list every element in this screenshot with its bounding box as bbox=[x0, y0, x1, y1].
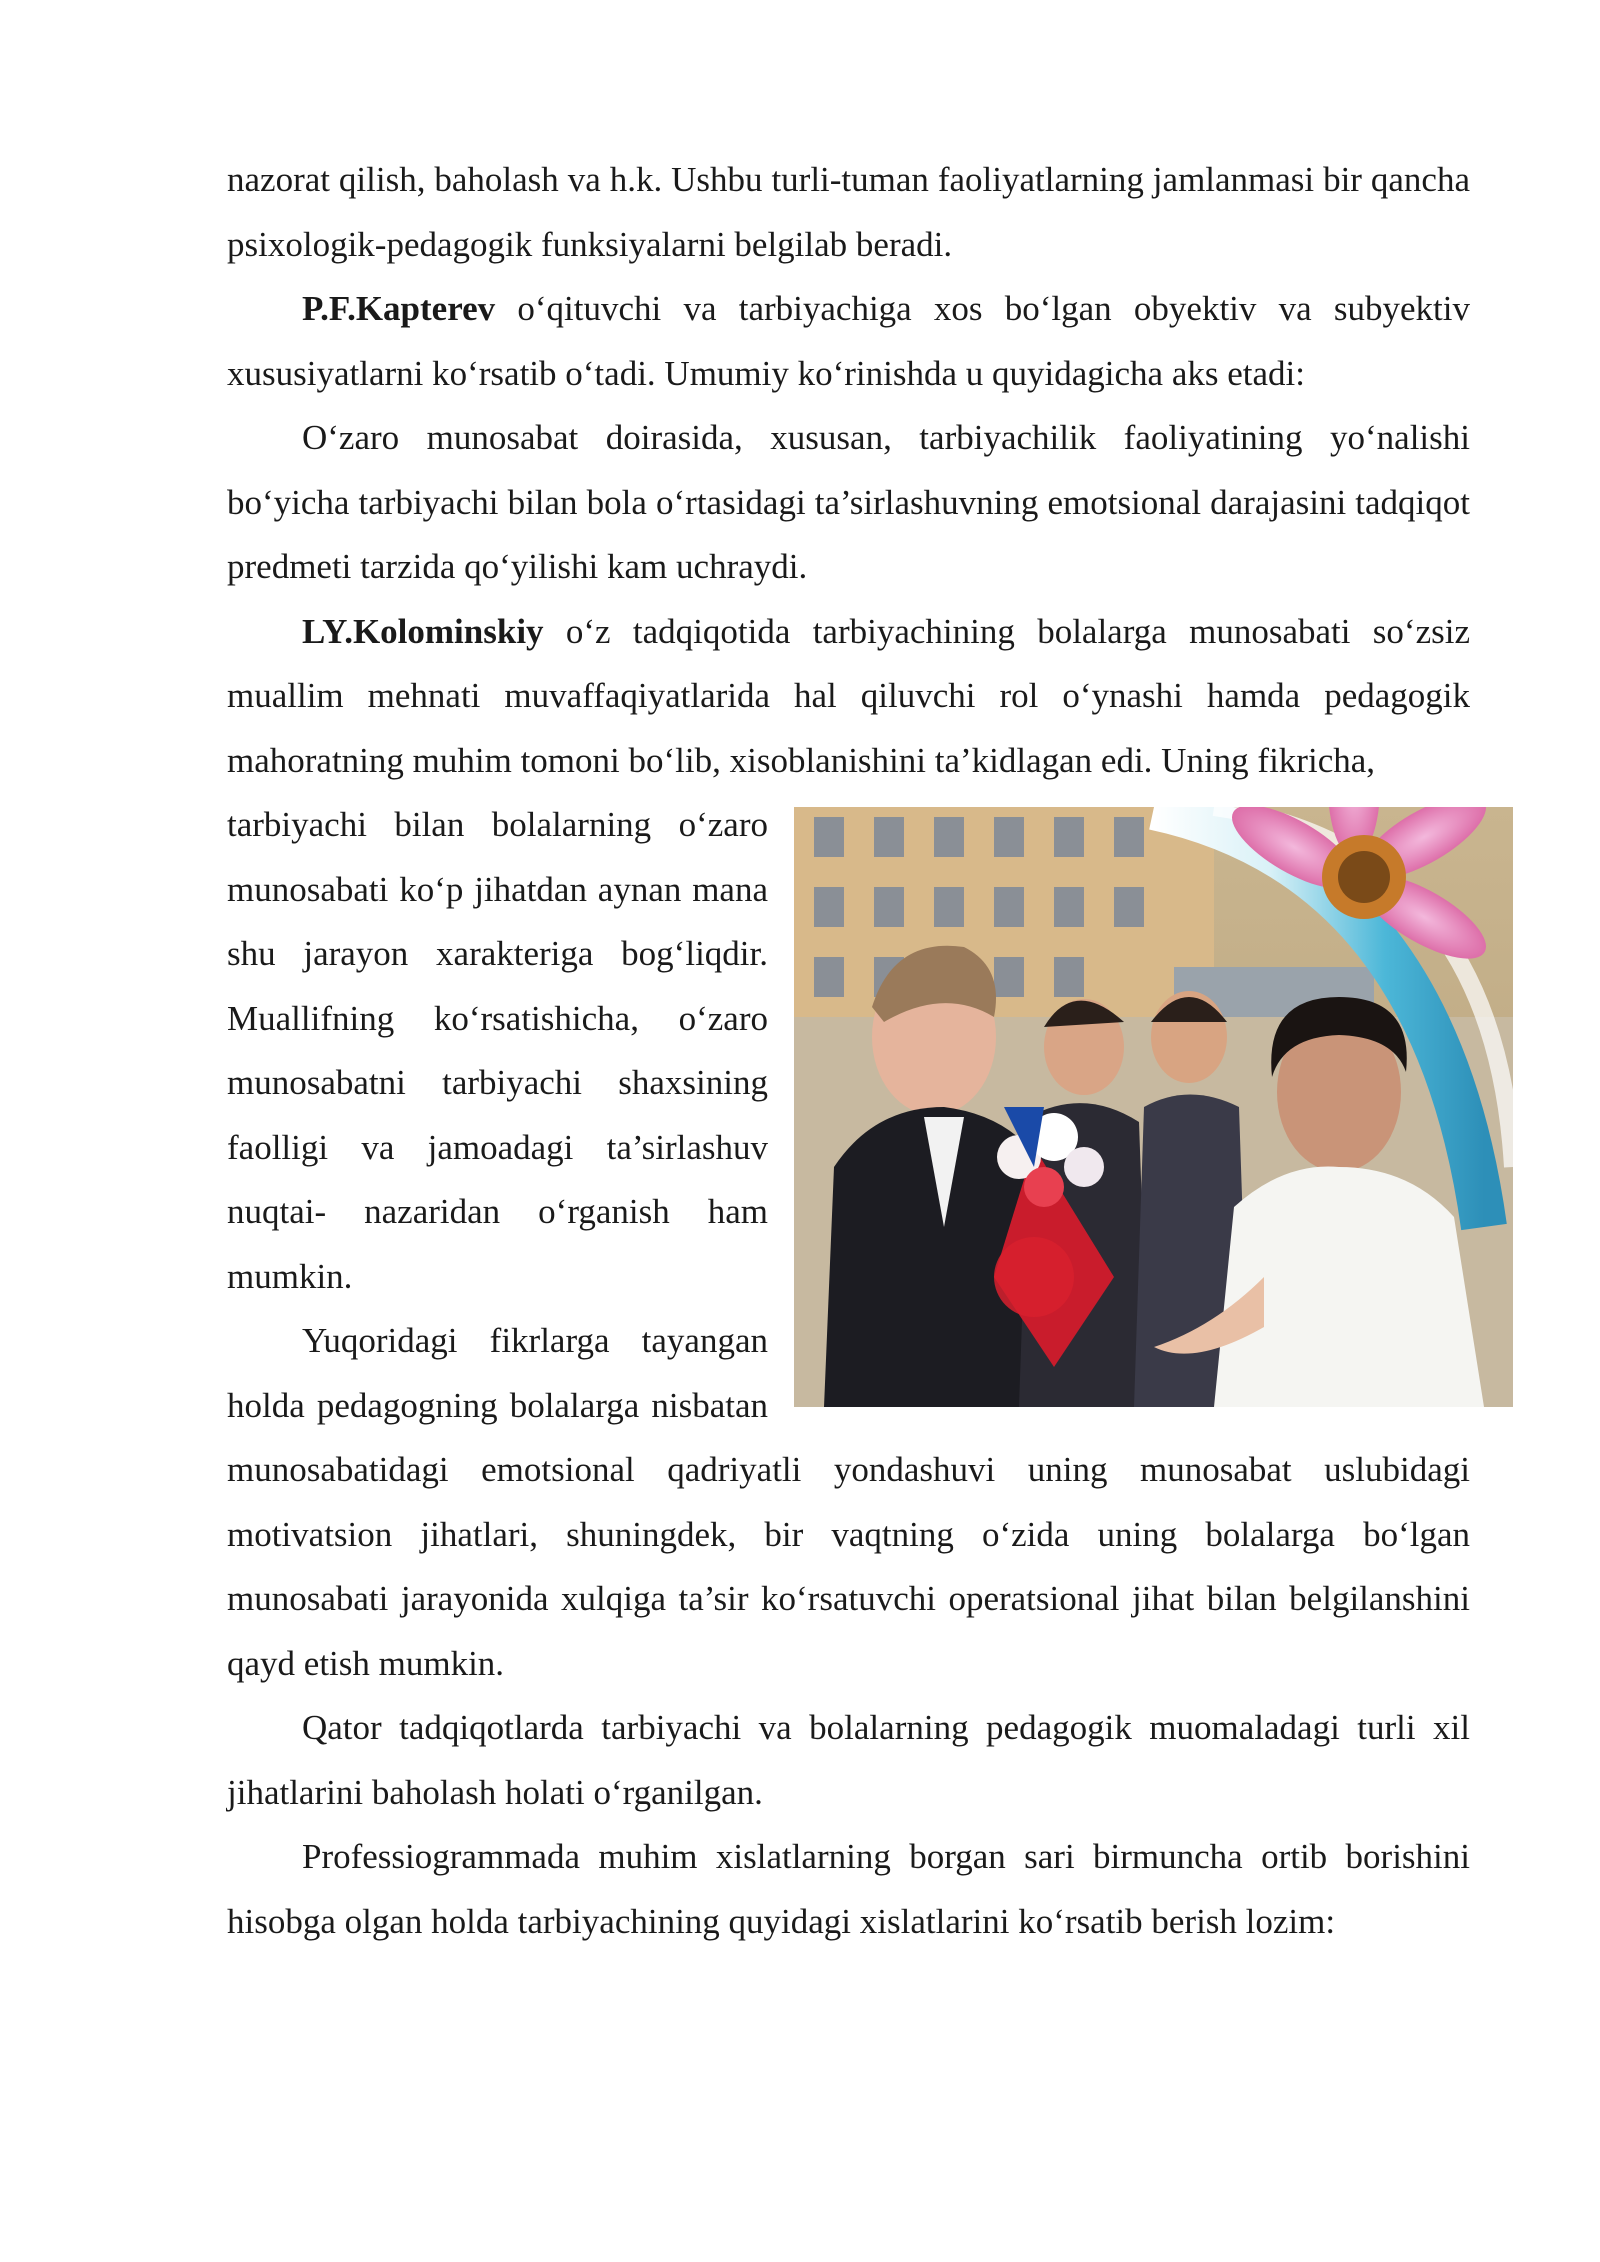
author-name-kapterev: P.F.Kapterev bbox=[302, 289, 496, 328]
paragraph-kolominskiy-wrap: tarbiyachi bilan bolalarning o‘zaro munosabati ko‘p jihatdan aynan mana shu jarayon xarakteriga bog‘liqdir. Muallifning ko‘rsatishicha, o‘zaro munosabatni tarbiyachi shaxsining faolligi va jamoadagi ta’sirlashuv nuqtai- nazaridan o‘rganish ham mumkin. bbox=[227, 805, 768, 1296]
page-body bbox=[227, 148, 1470, 1954]
paragraph-kolominskiy-text: o‘z tadqiqotida tarbiyachining bolalarga munosabati so‘zsiz muallim mehnati muvaffaqiyatlarida hal qiluvchi rol o‘ynashi hamda pedagogik mahoratning muhim tomoni bo‘lib, xisoblanishini ta’kidlagan edi. Uning fikricha, bbox=[227, 611, 1470, 780]
paragraph-kapterev bbox=[227, 277, 1470, 406]
paragraph-1: nazorat qilish, baholash va h.k. Ushbu turli-tuman faoliyatlarning jamlanmasi bir qancha psixologik-pedagogik funksiyalarni belgilab beradi. bbox=[227, 160, 1470, 264]
paragraph-6: Qator tadqiqotlarda tarbiyachi va bolalarning pedagogik muomaladagi turli xil jihatlarini baholash holati o‘rganilgan. bbox=[227, 1708, 1470, 1812]
teacher-flowers-photo bbox=[794, 807, 1513, 1407]
photo-illustration bbox=[794, 807, 1513, 1407]
paragraph-kapterev-text: o‘qituvchi va tarbiyachiga xos bo‘lgan obyektiv va subyektiv xususiyatlarni ko‘rsatib o‘tadi. Umumiy ko‘rinishda u quyidagicha aks etadi: bbox=[227, 289, 1470, 393]
paragraph-5: Yuqoridagi fikrlarga tayangan holda pedagogning bolalarga nisbatan munosabatidagi emotsional qadriyatli yondashuvi uning munosabat uslubidagi motivatsion jihatlari, shuningdek, bir vaqtning o‘zida uning bolalarga bo‘lgan munosabati jarayonida xulqiga ta’sir ko‘rsatuvchi operatsional jihat bilan belgilanshini qayd etish mumkin. bbox=[227, 1321, 1470, 1683]
paragraph-7: Professiogrammada muhim xislatlarning borgan sari birmuncha ortib borishini hisobga olgan holda tarbiyachining quyidagi xislatlarini ko‘rsatib berish lozim: bbox=[227, 1837, 1470, 1941]
author-name-kolominskiy: LY.Kolominskiy bbox=[302, 611, 544, 651]
paragraph-3: O‘zaro munosabat doirasida, xususan, tarbiyachilik faoliyatining yo‘nalishi bo‘yicha tarbiyachi bilan bola o‘rtasidagi ta’sirlashuvning emotsional darajasini tadqiqot predmeti tarzida qo‘yilishi kam uchraydi. bbox=[227, 418, 1470, 586]
paragraph-kolominskiy bbox=[227, 600, 1470, 794]
